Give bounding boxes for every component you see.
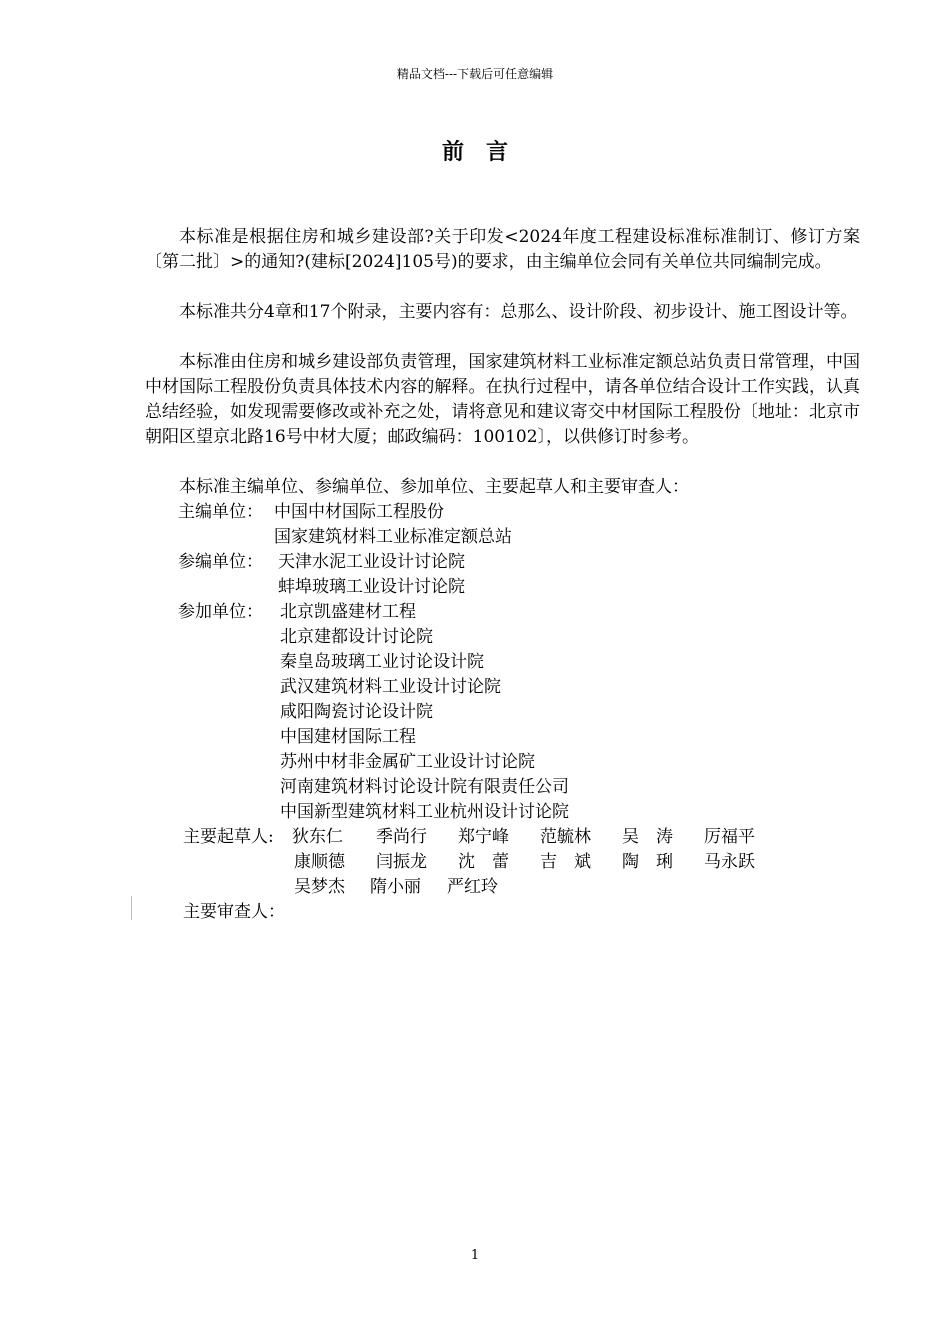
co-editor-unit: 蚌埠玻璃工业设计讨论院 bbox=[278, 577, 465, 597]
co-editor-label: 参编单位： bbox=[178, 552, 263, 572]
drafter-name: 陶 琍 bbox=[622, 852, 673, 872]
paragraph-2-text: 本标准共分4章和17个附录，主要内容有：总那么、设计阶段、初步设计、施工图设计等。 bbox=[179, 302, 858, 322]
participant-unit: 咸阳陶瓷讨论设计院 bbox=[280, 702, 433, 722]
drafter-name: 马永跃 bbox=[704, 852, 755, 872]
drafter-name: 吉 斌 bbox=[540, 852, 591, 872]
paragraph-3-text: 本标准由住房和城乡建设部负责管理，国家建筑材料工业标准定额总站负责日常管理，中国中材国际工程股份负责具体技术内容的解释。在执行过程中，请各单位结合设计工作实践，认真总结经验，如发现需要修改或补充之处，请将意见和建议寄交中材国际工程股份〔地址：北京市朝阳区望京北路16号中材大厦；邮政编码：100102〕，以供修订时参考。 bbox=[145, 352, 860, 447]
reviewers-label: 主要审查人： bbox=[183, 902, 285, 922]
drafter-name: 严红玲 bbox=[447, 877, 498, 897]
participants-label: 参加单位： bbox=[178, 602, 263, 622]
drafter-name: 季尚行 bbox=[376, 827, 427, 847]
page-title: 前 言 bbox=[441, 139, 508, 165]
drafter-name: 吴梦杰 bbox=[294, 877, 345, 897]
drafter-name: 范毓林 bbox=[540, 827, 591, 847]
co-editor-unit: 天津水泥工业设计讨论院 bbox=[278, 552, 465, 572]
paragraph-1 bbox=[145, 225, 860, 275]
participant-unit: 北京建都设计讨论院 bbox=[280, 627, 433, 647]
participant-unit: 中国建材国际工程 bbox=[280, 727, 416, 747]
participant-unit: 中国新型建筑材料工业杭州设计讨论院 bbox=[280, 802, 569, 822]
paragraph-1-text: 本标准是根据住房和城乡建设部?关于印发<2024年度工程建设标准标准制订、修订方案〔第二批〕>的通知?(建标[2024]105号)的要求，由主编单位会同有关单位共同编制完成。 bbox=[145, 227, 860, 272]
page-header: 精品文档---下载后可任意编辑 bbox=[396, 67, 554, 81]
drafter-name: 康顺德 bbox=[294, 852, 345, 872]
drafter-name: 闫振龙 bbox=[376, 852, 427, 872]
participant-unit: 河南建筑材料讨论设计院有限责任公司 bbox=[280, 777, 569, 797]
paragraph-4 bbox=[145, 475, 860, 500]
participant-unit: 秦皇岛玻璃工业讨论设计院 bbox=[280, 652, 484, 672]
drafters-label: 主要起草人: bbox=[183, 827, 274, 847]
drafter-name: 狄东仁 bbox=[292, 827, 343, 847]
chief-editor-label: 主编单位： bbox=[178, 502, 263, 522]
chief-editor-unit: 国家建筑材料工业标准定额总站 bbox=[274, 527, 512, 547]
margin-change-bar bbox=[131, 896, 132, 920]
page-number: 1 bbox=[470, 1248, 480, 1263]
chief-editor-unit: 中国中材国际工程股份 bbox=[274, 502, 444, 522]
drafter-name: 隋小丽 bbox=[370, 877, 421, 897]
drafter-name: 厉福平 bbox=[704, 827, 755, 847]
paragraph-2 bbox=[145, 300, 860, 325]
paragraph-4-text: 本标准主编单位、参编单位、参加单位、主要起草人和主要审查人： bbox=[179, 477, 689, 497]
drafter-name: 沈 蕾 bbox=[458, 852, 509, 872]
paragraph-3 bbox=[145, 350, 860, 450]
drafter-name: 吴 涛 bbox=[622, 827, 673, 847]
participant-unit: 北京凯盛建材工程 bbox=[280, 602, 416, 622]
drafter-name: 郑宁峰 bbox=[458, 827, 509, 847]
participant-unit: 苏州中材非金属矿工业设计讨论院 bbox=[280, 752, 535, 772]
participant-unit: 武汉建筑材料工业设计讨论院 bbox=[280, 677, 501, 697]
